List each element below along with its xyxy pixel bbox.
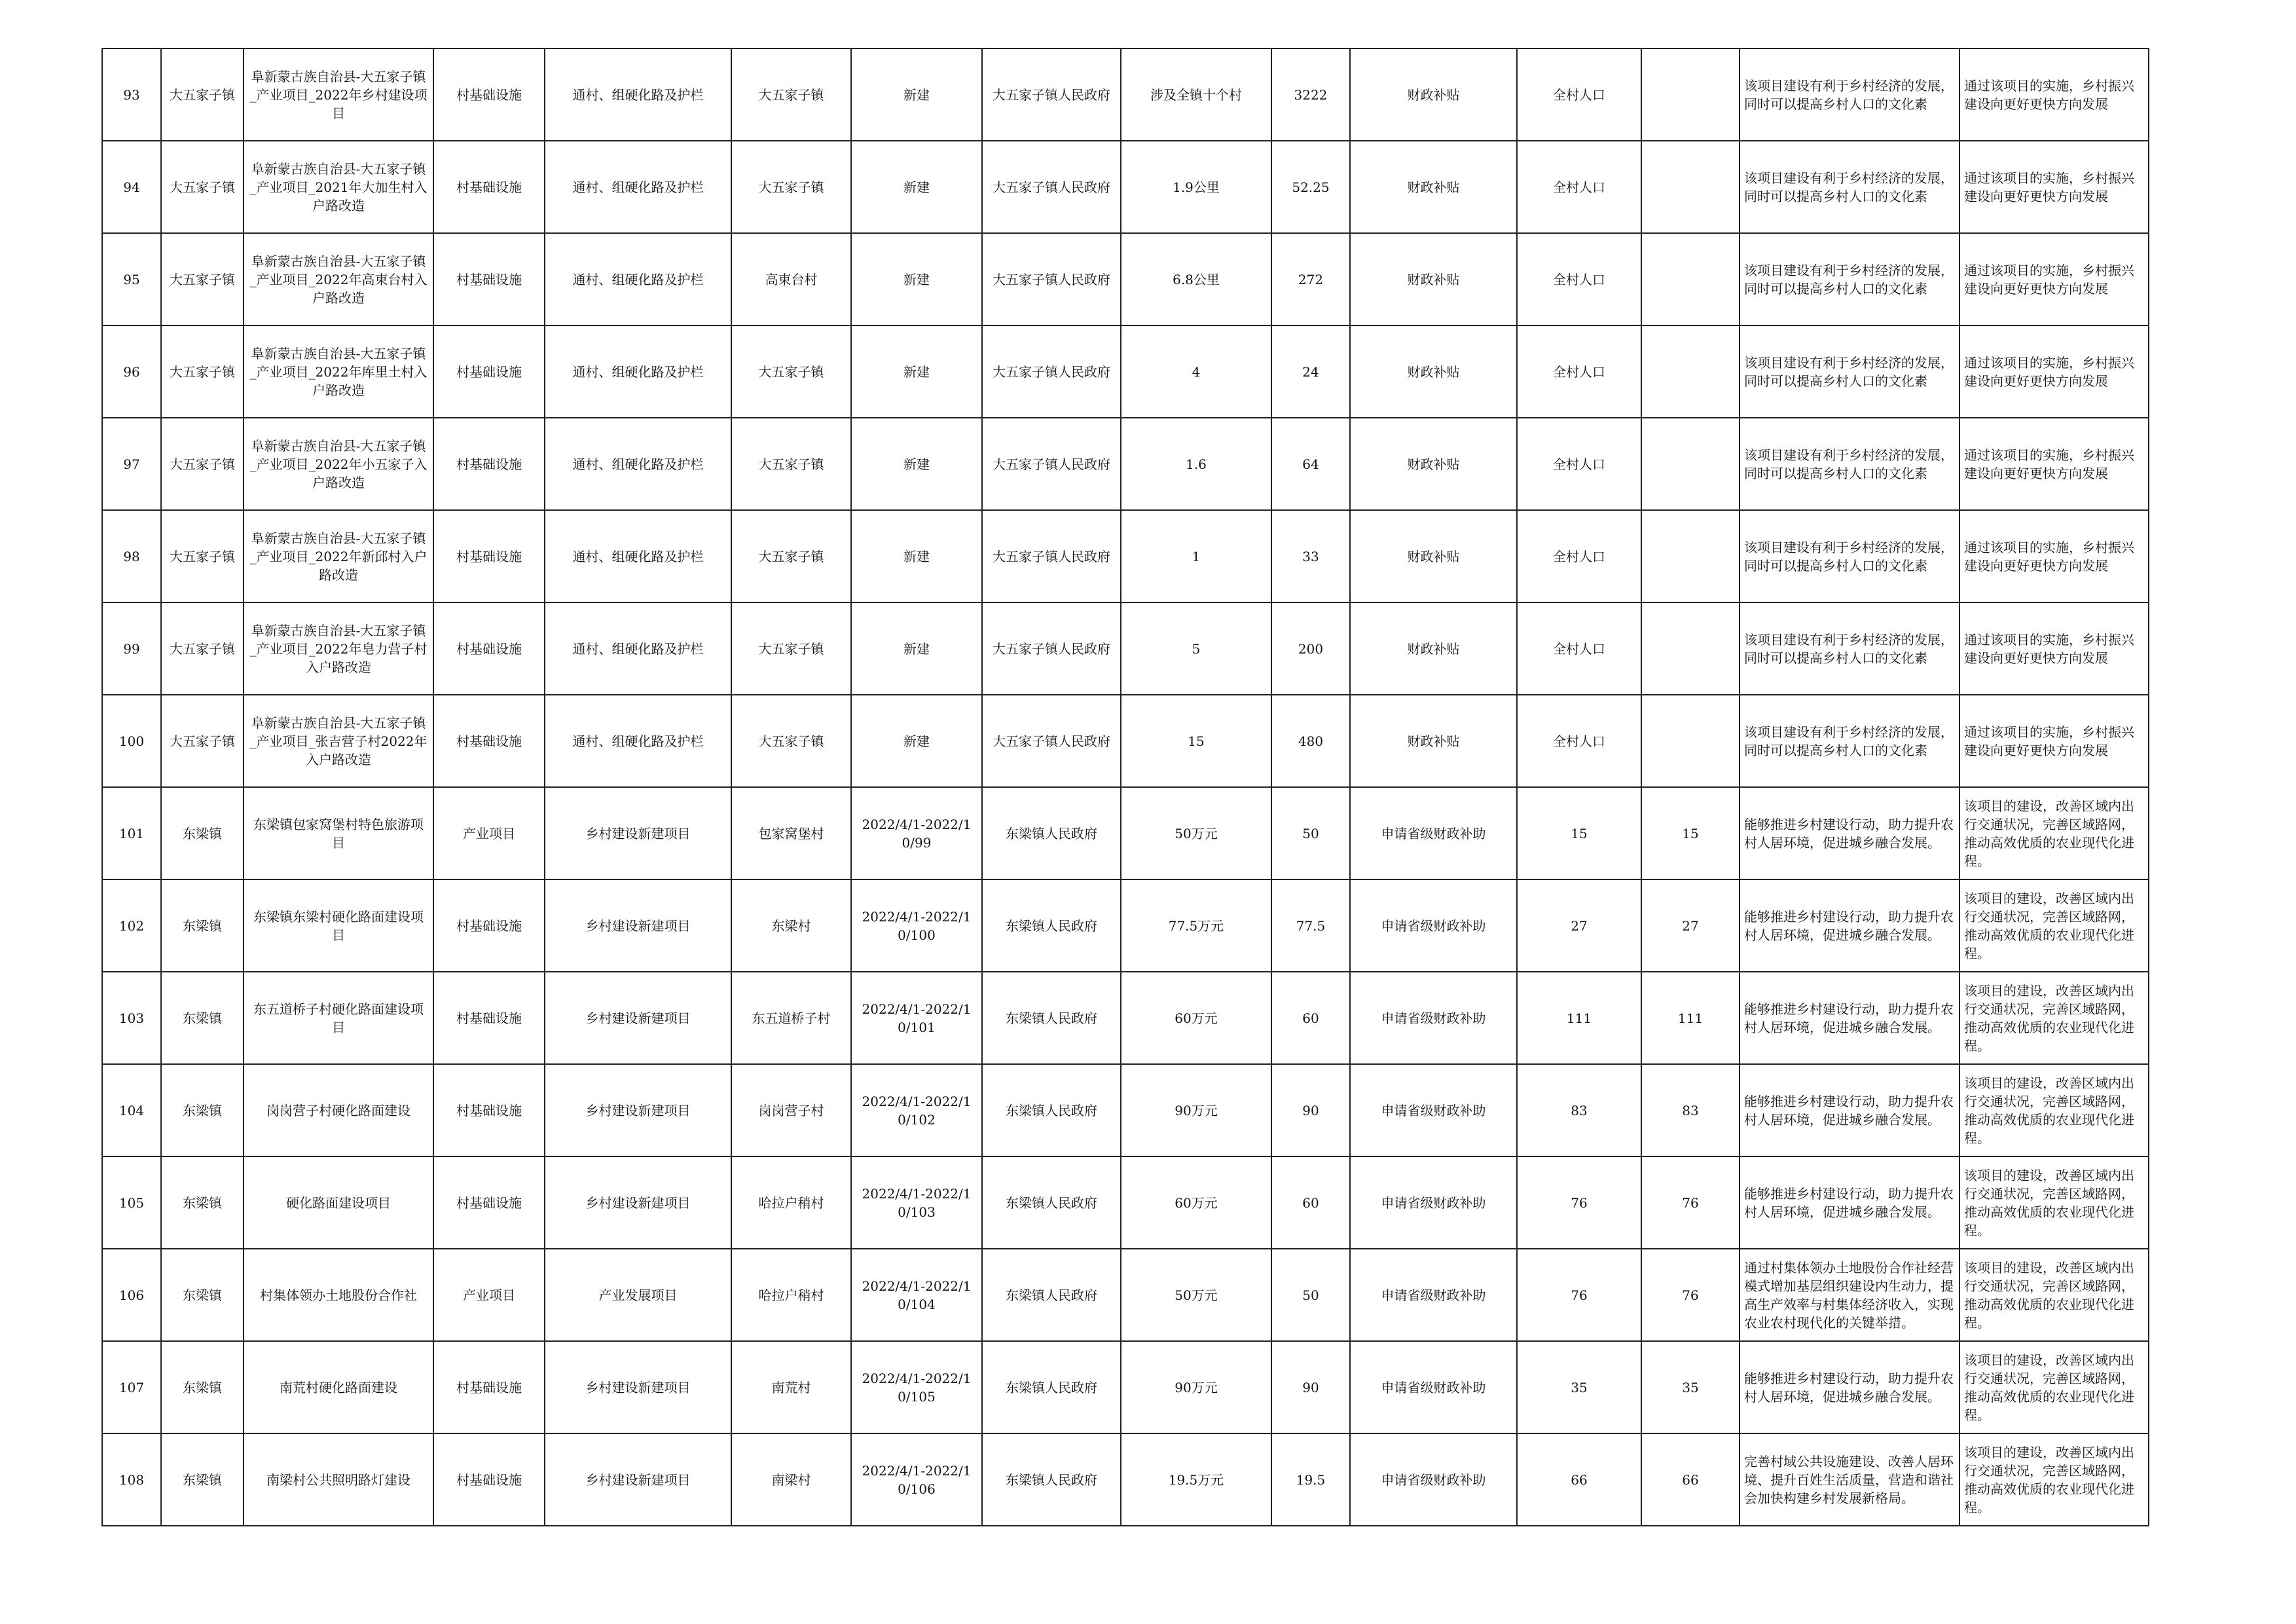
cell-subtype: 乡村建设新建项目	[545, 879, 731, 972]
cell-name: 硬化路面建设项目	[244, 1156, 433, 1249]
cell-name: 东五道桥子村硬化路面建设项目	[244, 972, 433, 1064]
cell-owner: 大五家子镇人民政府	[982, 325, 1121, 418]
cell-location: 包家窝堡村	[731, 787, 851, 879]
cell-benefit2: 27	[1641, 879, 1740, 972]
cell-benefit2	[1641, 233, 1740, 325]
cell-location: 大五家子镇	[731, 602, 851, 695]
cell-owner: 东梁镇人民政府	[982, 787, 1121, 879]
cell-town: 大五家子镇	[161, 695, 244, 787]
cell-location: 哈拉户稍村	[731, 1156, 851, 1249]
cell-owner: 大五家子镇人民政府	[982, 602, 1121, 695]
cell-type: 村基础设施	[433, 48, 545, 141]
cell-no: 100	[102, 695, 161, 787]
cell-name: 东梁镇东梁村硬化路面建设项目	[244, 879, 433, 972]
cell-subtype: 通村、组硬化路及护栏	[545, 602, 731, 695]
cell-nature: 新建	[851, 48, 982, 141]
cell-owner: 东梁镇人民政府	[982, 1249, 1121, 1341]
cell-goal: 通过该项目的实施，乡村振兴建设向更好更快方向发展	[1959, 695, 2149, 787]
cell-subtype: 乡村建设新建项目	[545, 1341, 731, 1433]
cell-no: 97	[102, 418, 161, 510]
cell-town: 东梁镇	[161, 1433, 244, 1526]
cell-funding: 申请省级财政补助	[1350, 1156, 1517, 1249]
table-row	[102, 325, 2149, 418]
cell-name: 阜新蒙古族自治县-大五家子镇_产业项目_2022年乡村建设项目	[244, 48, 433, 141]
cell-benefit2	[1641, 602, 1740, 695]
cell-amount: 52.25	[1271, 141, 1350, 233]
cell-type: 村基础设施	[433, 695, 545, 787]
cell-owner: 大五家子镇人民政府	[982, 48, 1121, 141]
cell-benefit2	[1641, 48, 1740, 141]
cell-no: 95	[102, 233, 161, 325]
cell-funding: 财政补贴	[1350, 418, 1517, 510]
cell-scale: 50万元	[1121, 1249, 1271, 1341]
table-row	[102, 233, 2149, 325]
cell-benefit2	[1641, 695, 1740, 787]
cell-goal: 通过该项目的实施，乡村振兴建设向更好更快方向发展	[1959, 48, 2149, 141]
cell-funding: 财政补贴	[1350, 233, 1517, 325]
cell-goal: 通过该项目的实施，乡村振兴建设向更好更快方向发展	[1959, 233, 2149, 325]
cell-nature: 新建	[851, 233, 982, 325]
cell-owner: 大五家子镇人民政府	[982, 141, 1121, 233]
cell-amount: 200	[1271, 602, 1350, 695]
cell-type: 村基础设施	[433, 972, 545, 1064]
cell-benefit2: 83	[1641, 1064, 1740, 1156]
cell-owner: 东梁镇人民政府	[982, 1433, 1121, 1526]
cell-amount: 24	[1271, 325, 1350, 418]
cell-owner: 大五家子镇人民政府	[982, 695, 1121, 787]
cell-type: 村基础设施	[433, 418, 545, 510]
table-row	[102, 1341, 2149, 1433]
cell-nature: 新建	[851, 325, 982, 418]
cell-funding: 申请省级财政补助	[1350, 1064, 1517, 1156]
cell-nature: 新建	[851, 695, 982, 787]
cell-benefit1: 111	[1517, 972, 1641, 1064]
cell-no: 96	[102, 325, 161, 418]
cell-funding: 财政补贴	[1350, 325, 1517, 418]
table-row	[102, 48, 2149, 141]
cell-owner: 大五家子镇人民政府	[982, 510, 1121, 602]
cell-no: 102	[102, 879, 161, 972]
table-row	[102, 787, 2149, 879]
cell-funding: 财政补贴	[1350, 510, 1517, 602]
cell-scale: 19.5万元	[1121, 1433, 1271, 1526]
cell-goal: 通过该项目的实施，乡村振兴建设向更好更快方向发展	[1959, 602, 2149, 695]
cell-subtype: 通村、组硬化路及护栏	[545, 233, 731, 325]
cell-location: 大五家子镇	[731, 510, 851, 602]
cell-no: 105	[102, 1156, 161, 1249]
cell-town: 大五家子镇	[161, 48, 244, 141]
cell-benefit1: 全村人口	[1517, 418, 1641, 510]
cell-amount: 77.5	[1271, 879, 1350, 972]
cell-amount: 64	[1271, 418, 1350, 510]
cell-town: 东梁镇	[161, 1249, 244, 1341]
cell-scale: 50万元	[1121, 787, 1271, 879]
cell-no: 101	[102, 787, 161, 879]
cell-funding: 申请省级财政补助	[1350, 972, 1517, 1064]
table-row	[102, 695, 2149, 787]
cell-scale: 1	[1121, 510, 1271, 602]
cell-benefit2	[1641, 418, 1740, 510]
table-body	[102, 48, 2149, 1526]
cell-amount: 19.5	[1271, 1433, 1350, 1526]
cell-location: 高束台村	[731, 233, 851, 325]
cell-location: 大五家子镇	[731, 48, 851, 141]
cell-amount: 90	[1271, 1064, 1350, 1156]
cell-name: 村集体领办土地股份合作社	[244, 1249, 433, 1341]
cell-benefit1: 76	[1517, 1249, 1641, 1341]
cell-benefit1: 27	[1517, 879, 1641, 972]
cell-goal: 通过该项目的实施，乡村振兴建设向更好更快方向发展	[1959, 418, 2149, 510]
cell-benefit1: 66	[1517, 1433, 1641, 1526]
table-row	[102, 1156, 2149, 1249]
cell-funding: 财政补贴	[1350, 695, 1517, 787]
cell-scale: 1.6	[1121, 418, 1271, 510]
cell-subtype: 乡村建设新建项目	[545, 787, 731, 879]
cell-location: 岗岗营子村	[731, 1064, 851, 1156]
cell-town: 东梁镇	[161, 1064, 244, 1156]
cell-type: 村基础设施	[433, 1433, 545, 1526]
cell-funding: 财政补贴	[1350, 141, 1517, 233]
cell-location: 大五家子镇	[731, 325, 851, 418]
cell-type: 村基础设施	[433, 510, 545, 602]
cell-location: 大五家子镇	[731, 141, 851, 233]
cell-town: 大五家子镇	[161, 510, 244, 602]
cell-benefit1: 76	[1517, 1156, 1641, 1249]
table-row	[102, 418, 2149, 510]
cell-name: 阜新蒙古族自治县-大五家子镇_产业项目_2022年新邱村入户路改造	[244, 510, 433, 602]
cell-name: 阜新蒙古族自治县-大五家子镇_产业项目_张吉营子村2022年入户路改造	[244, 695, 433, 787]
table-row	[102, 602, 2149, 695]
cell-goal: 该项目的建设，改善区域内出行交通状况，完善区域路网，推动高效优质的农业现代化进程。	[1959, 1156, 2149, 1249]
cell-effect: 该项目建设有利于乡村经济的发展，同时可以提高乡村人口的文化素	[1740, 602, 1959, 695]
cell-scale: 90万元	[1121, 1341, 1271, 1433]
cell-owner: 大五家子镇人民政府	[982, 418, 1121, 510]
cell-scale: 60万元	[1121, 972, 1271, 1064]
cell-benefit1: 全村人口	[1517, 695, 1641, 787]
cell-scale: 1.9公里	[1121, 141, 1271, 233]
cell-nature: 新建	[851, 141, 982, 233]
cell-name: 阜新蒙古族自治县-大五家子镇_产业项目_2022年小五家子入户路改造	[244, 418, 433, 510]
cell-town: 东梁镇	[161, 879, 244, 972]
cell-town: 大五家子镇	[161, 233, 244, 325]
cell-goal: 通过该项目的实施，乡村振兴建设向更好更快方向发展	[1959, 325, 2149, 418]
cell-goal: 该项目的建设，改善区域内出行交通状况，完善区域路网，推动高效优质的农业现代化进程。	[1959, 879, 2149, 972]
cell-amount: 272	[1271, 233, 1350, 325]
table-row	[102, 1249, 2149, 1341]
cell-type: 产业项目	[433, 1249, 545, 1341]
cell-no: 104	[102, 1064, 161, 1156]
cell-no: 106	[102, 1249, 161, 1341]
cell-no: 103	[102, 972, 161, 1064]
cell-goal: 该项目的建设，改善区域内出行交通状况，完善区域路网，推动高效优质的农业现代化进程。	[1959, 1064, 2149, 1156]
cell-nature: 新建	[851, 418, 982, 510]
table-row	[102, 510, 2149, 602]
cell-nature: 2022/4/1-2022/10/104	[851, 1249, 982, 1341]
table-row	[102, 141, 2149, 233]
cell-effect: 能够推进乡村建设行动，助力提升农村人居环境，促进城乡融合发展。	[1740, 787, 1959, 879]
cell-owner: 大五家子镇人民政府	[982, 233, 1121, 325]
cell-scale: 涉及全镇十个村	[1121, 48, 1271, 141]
cell-benefit1: 全村人口	[1517, 141, 1641, 233]
cell-no: 99	[102, 602, 161, 695]
cell-scale: 6.8公里	[1121, 233, 1271, 325]
cell-effect: 该项目建设有利于乡村经济的发展，同时可以提高乡村人口的文化素	[1740, 325, 1959, 418]
cell-town: 东梁镇	[161, 972, 244, 1064]
cell-effect: 该项目建设有利于乡村经济的发展，同时可以提高乡村人口的文化素	[1740, 695, 1959, 787]
cell-name: 东梁镇包家窝堡村特色旅游项目	[244, 787, 433, 879]
cell-goal: 该项目的建设，改善区域内出行交通状况，完善区域路网，推动高效优质的农业现代化进程。	[1959, 787, 2149, 879]
cell-amount: 3222	[1271, 48, 1350, 141]
cell-effect: 该项目建设有利于乡村经济的发展，同时可以提高乡村人口的文化素	[1740, 418, 1959, 510]
cell-subtype: 乡村建设新建项目	[545, 1433, 731, 1526]
cell-no: 98	[102, 510, 161, 602]
cell-benefit2	[1641, 510, 1740, 602]
cell-effect: 能够推进乡村建设行动，助力提升农村人居环境，促进城乡融合发展。	[1740, 1341, 1959, 1433]
cell-nature: 2022/4/1-2022/10/99	[851, 787, 982, 879]
cell-goal: 通过该项目的实施，乡村振兴建设向更好更快方向发展	[1959, 510, 2149, 602]
cell-name: 阜新蒙古族自治县-大五家子镇_产业项目_2021年大加生村入户路改造	[244, 141, 433, 233]
cell-town: 大五家子镇	[161, 418, 244, 510]
cell-goal: 该项目的建设，改善区域内出行交通状况，完善区域路网，推动高效优质的农业现代化进程。	[1959, 1249, 2149, 1341]
cell-nature: 2022/4/1-2022/10/105	[851, 1341, 982, 1433]
cell-town: 大五家子镇	[161, 602, 244, 695]
cell-benefit1: 全村人口	[1517, 48, 1641, 141]
cell-scale: 5	[1121, 602, 1271, 695]
cell-nature: 2022/4/1-2022/10/106	[851, 1433, 982, 1526]
cell-benefit2: 66	[1641, 1433, 1740, 1526]
cell-benefit1: 全村人口	[1517, 325, 1641, 418]
cell-benefit2	[1641, 325, 1740, 418]
cell-no: 94	[102, 141, 161, 233]
cell-type: 村基础设施	[433, 1156, 545, 1249]
cell-name: 阜新蒙古族自治县-大五家子镇_产业项目_2022年库里土村入户路改造	[244, 325, 433, 418]
cell-no: 107	[102, 1341, 161, 1433]
cell-effect: 能够推进乡村建设行动，助力提升农村人居环境，促进城乡融合发展。	[1740, 879, 1959, 972]
cell-town: 大五家子镇	[161, 141, 244, 233]
cell-subtype: 产业发展项目	[545, 1249, 731, 1341]
cell-location: 东五道桥子村	[731, 972, 851, 1064]
cell-benefit1: 全村人口	[1517, 510, 1641, 602]
cell-subtype: 乡村建设新建项目	[545, 1156, 731, 1249]
cell-amount: 90	[1271, 1341, 1350, 1433]
cell-owner: 东梁镇人民政府	[982, 1341, 1121, 1433]
cell-benefit2: 76	[1641, 1156, 1740, 1249]
cell-benefit1: 全村人口	[1517, 602, 1641, 695]
cell-location: 东梁村	[731, 879, 851, 972]
cell-benefit2: 111	[1641, 972, 1740, 1064]
cell-type: 村基础设施	[433, 602, 545, 695]
cell-name: 岗岗营子村硬化路面建设	[244, 1064, 433, 1156]
cell-nature: 2022/4/1-2022/10/100	[851, 879, 982, 972]
cell-name: 南荒村硬化路面建设	[244, 1341, 433, 1433]
cell-benefit2: 15	[1641, 787, 1740, 879]
cell-name: 阜新蒙古族自治县-大五家子镇_产业项目_2022年高束台村入户路改造	[244, 233, 433, 325]
cell-effect: 能够推进乡村建设行动，助力提升农村人居环境，促进城乡融合发展。	[1740, 1064, 1959, 1156]
cell-type: 产业项目	[433, 787, 545, 879]
cell-scale: 15	[1121, 695, 1271, 787]
cell-effect: 完善村域公共设施建设、改善人居环境、提升百姓生活质量，营造和谐社会加快构建乡村发展新格局。	[1740, 1433, 1959, 1526]
cell-funding: 申请省级财政补助	[1350, 787, 1517, 879]
cell-name: 南梁村公共照明路灯建设	[244, 1433, 433, 1526]
cell-location: 南荒村	[731, 1341, 851, 1433]
cell-effect: 该项目建设有利于乡村经济的发展，同时可以提高乡村人口的文化素	[1740, 141, 1959, 233]
table-row	[102, 972, 2149, 1064]
cell-amount: 50	[1271, 1249, 1350, 1341]
cell-benefit2: 35	[1641, 1341, 1740, 1433]
cell-effect: 能够推进乡村建设行动，助力提升农村人居环境，促进城乡融合发展。	[1740, 972, 1959, 1064]
cell-owner: 东梁镇人民政府	[982, 1156, 1121, 1249]
cell-funding: 财政补贴	[1350, 48, 1517, 141]
cell-scale: 90万元	[1121, 1064, 1271, 1156]
cell-type: 村基础设施	[433, 233, 545, 325]
cell-town: 东梁镇	[161, 787, 244, 879]
cell-type: 村基础设施	[433, 1341, 545, 1433]
cell-goal: 该项目的建设，改善区域内出行交通状况，完善区域路网，推动高效优质的农业现代化进程。	[1959, 1341, 2149, 1433]
cell-amount: 60	[1271, 972, 1350, 1064]
cell-location: 南梁村	[731, 1433, 851, 1526]
cell-type: 村基础设施	[433, 141, 545, 233]
cell-subtype: 通村、组硬化路及护栏	[545, 510, 731, 602]
cell-effect: 通过村集体领办土地股份合作社经营模式增加基层组织建设内生动力，提高生产效率与村集体经济收入，实现农业农村现代化的关键举措。	[1740, 1249, 1959, 1341]
cell-subtype: 乡村建设新建项目	[545, 972, 731, 1064]
table-row	[102, 1064, 2149, 1156]
cell-effect: 该项目建设有利于乡村经济的发展，同时可以提高乡村人口的文化素	[1740, 233, 1959, 325]
cell-subtype: 通村、组硬化路及护栏	[545, 141, 731, 233]
cell-location: 哈拉户稍村	[731, 1249, 851, 1341]
cell-owner: 东梁镇人民政府	[982, 972, 1121, 1064]
cell-subtype: 通村、组硬化路及护栏	[545, 325, 731, 418]
cell-amount: 33	[1271, 510, 1350, 602]
cell-nature: 2022/4/1-2022/10/103	[851, 1156, 982, 1249]
cell-nature: 2022/4/1-2022/10/101	[851, 972, 982, 1064]
cell-subtype: 通村、组硬化路及护栏	[545, 695, 731, 787]
cell-scale: 60万元	[1121, 1156, 1271, 1249]
cell-effect: 该项目建设有利于乡村经济的发展，同时可以提高乡村人口的文化素	[1740, 48, 1959, 141]
cell-type: 村基础设施	[433, 325, 545, 418]
cell-benefit2: 76	[1641, 1249, 1740, 1341]
cell-nature: 新建	[851, 602, 982, 695]
cell-owner: 东梁镇人民政府	[982, 879, 1121, 972]
cell-funding: 申请省级财政补助	[1350, 1341, 1517, 1433]
cell-benefit1: 15	[1517, 787, 1641, 879]
cell-benefit2	[1641, 141, 1740, 233]
cell-location: 大五家子镇	[731, 695, 851, 787]
cell-subtype: 乡村建设新建项目	[545, 1064, 731, 1156]
cell-funding: 申请省级财政补助	[1350, 1249, 1517, 1341]
cell-nature: 新建	[851, 510, 982, 602]
cell-scale: 4	[1121, 325, 1271, 418]
table-row	[102, 1433, 2149, 1526]
cell-owner: 东梁镇人民政府	[982, 1064, 1121, 1156]
cell-effect: 能够推进乡村建设行动，助力提升农村人居环境，促进城乡融合发展。	[1740, 1156, 1959, 1249]
cell-goal: 该项目的建设，改善区域内出行交通状况，完善区域路网，推动高效优质的农业现代化进程。	[1959, 972, 2149, 1064]
cell-funding: 申请省级财政补助	[1350, 1433, 1517, 1526]
table-row	[102, 879, 2149, 972]
cell-goal: 通过该项目的实施，乡村振兴建设向更好更快方向发展	[1959, 141, 2149, 233]
cell-town: 大五家子镇	[161, 325, 244, 418]
cell-amount: 50	[1271, 787, 1350, 879]
project-table	[101, 48, 2149, 1526]
cell-benefit1: 35	[1517, 1341, 1641, 1433]
cell-town: 东梁镇	[161, 1341, 244, 1433]
cell-subtype: 通村、组硬化路及护栏	[545, 48, 731, 141]
cell-no: 93	[102, 48, 161, 141]
cell-funding: 申请省级财政补助	[1350, 879, 1517, 972]
cell-nature: 2022/4/1-2022/10/102	[851, 1064, 982, 1156]
cell-goal: 该项目的建设，改善区域内出行交通状况，完善区域路网，推动高效优质的农业现代化进程。	[1959, 1433, 2149, 1526]
cell-effect: 该项目建设有利于乡村经济的发展，同时可以提高乡村人口的文化素	[1740, 510, 1959, 602]
cell-benefit1: 83	[1517, 1064, 1641, 1156]
cell-amount: 60	[1271, 1156, 1350, 1249]
cell-benefit1: 全村人口	[1517, 233, 1641, 325]
cell-type: 村基础设施	[433, 879, 545, 972]
cell-subtype: 通村、组硬化路及护栏	[545, 418, 731, 510]
cell-town: 东梁镇	[161, 1156, 244, 1249]
cell-no: 108	[102, 1433, 161, 1526]
cell-funding: 财政补贴	[1350, 602, 1517, 695]
cell-scale: 77.5万元	[1121, 879, 1271, 972]
cell-location: 大五家子镇	[731, 418, 851, 510]
cell-amount: 480	[1271, 695, 1350, 787]
cell-name: 阜新蒙古族自治县-大五家子镇_产业项目_2022年皂力营子村入户路改造	[244, 602, 433, 695]
cell-type: 村基础设施	[433, 1064, 545, 1156]
